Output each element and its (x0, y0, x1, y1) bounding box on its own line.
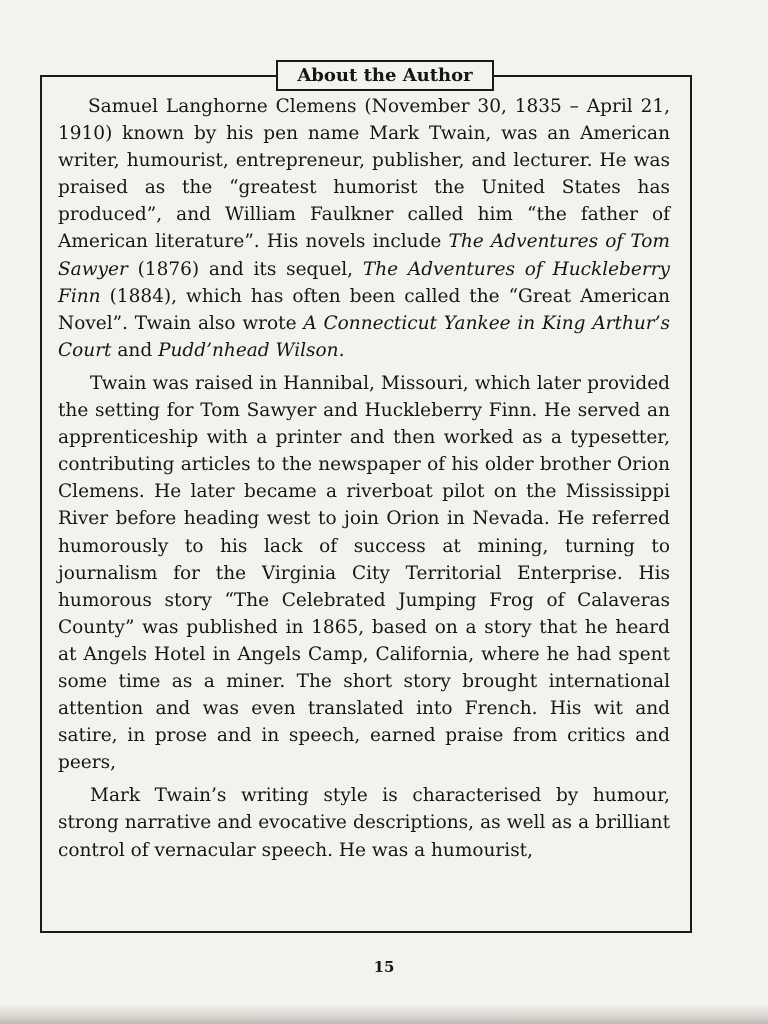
page-number: 15 (373, 958, 395, 976)
book-title: The Adventures of Huckleberry Finn (58, 258, 670, 307)
text-run: (1876) and its sequel, (127, 258, 363, 280)
body-text (58, 93, 670, 870)
text-run: . (338, 339, 345, 361)
paragraph-1 (58, 93, 670, 364)
book-title: The Adventures of Tom Sawyer (58, 231, 670, 280)
section-title (276, 60, 494, 91)
text-run: and (111, 339, 159, 361)
book-title: A Connecticut Yankee in King Arthur’s Court (58, 312, 670, 361)
book-title: Pudd’nhead Wilson (158, 339, 339, 361)
text-run: Samuel Langhorne Clemens (November 30, 1835 – April 21, 1910) known by his pen name Mark Twain, was an American writer, humourist, entrepreneur, publisher, and lecturer. He was praised as the “greatest humorist the United States has produced”, and William Faulkner called him “the father of American literature”. His novels include (58, 96, 670, 253)
text-run: (1884), which has often been called the “Great American Novel”. Twain also wrote (58, 285, 670, 334)
paragraph-2: Twain was raised in Hannibal, Missouri, which later provided the setting for Tom Sawyer and Huckleberry Finn. He served an apprenticeship with a printer and then worked as a typesetter, contributing articles to the newspaper of his older brother Orion Clemens. He later became a riverboat pilot on the Mississippi River before heading west to join Orion in Nevada. He referred humorously to his lack of success at mining, turning to journalism for the Virginia City Territorial Enterprise. His humorous story “The Celebrated Jumping Frog of Calaveras County” was published in 1865, based on a story that he heard at Angels Hotel in Angels Camp, California, where he had spent some time as a miner. The short story brought international attention and was even translated into French. His wit and satire, in prose and in speech, earned praise from critics and peers, (58, 372, 670, 774)
section-title-text: About the Author (297, 65, 473, 86)
paragraph-3: Mark Twain’s writing style is characterised by humour, strong narrative and evocative descriptions, as well as a brilliant control of vernacular speech. He was a humourist, (58, 785, 670, 861)
page-edge-shadow (0, 1004, 768, 1024)
